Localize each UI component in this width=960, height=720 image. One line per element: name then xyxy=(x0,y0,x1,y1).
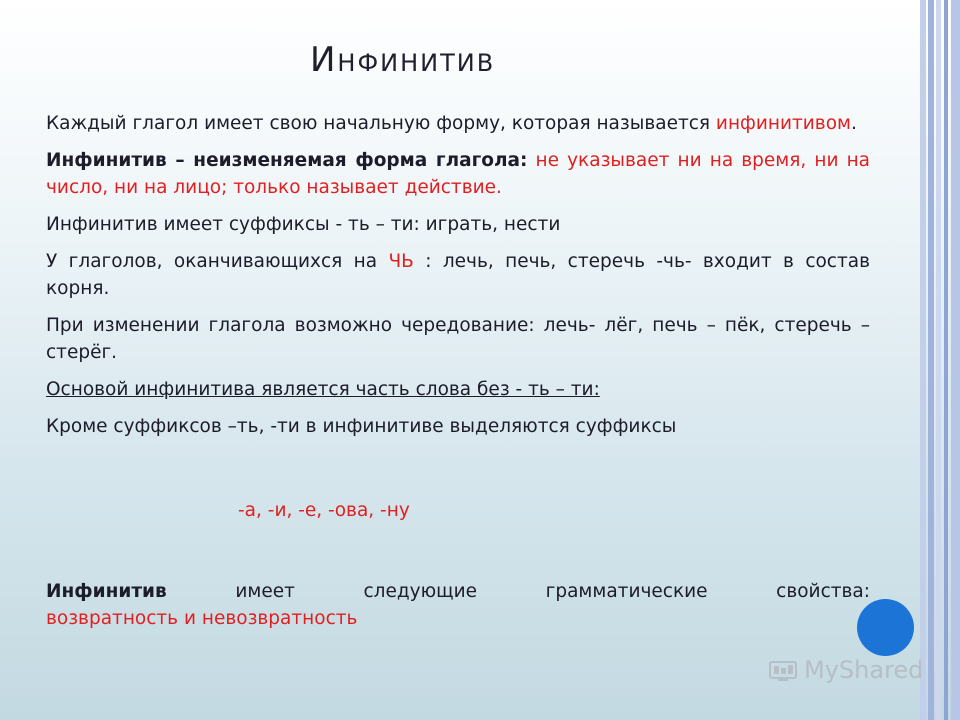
p1-text: Каждый глагол имеет свою начальную форму, которая называется xyxy=(46,113,711,134)
stripe xyxy=(944,0,948,720)
last-rest: имеет следующие грамматические свойства: xyxy=(166,581,870,602)
p4-text-b: : лечь, печь, стеречь -чь- входит в состав корня. xyxy=(46,251,870,299)
stripe xyxy=(936,0,941,720)
p1-period: . xyxy=(850,113,857,134)
last-bold: Инфинитив xyxy=(46,581,167,602)
p2-bold: Инфинитив – неизменяемая форма глагола: xyxy=(46,150,528,171)
p4-red: ЧЬ xyxy=(388,251,414,272)
p2-red: не указывает ни на время, ни на число, ни на лицо; только называет действие. xyxy=(46,150,870,198)
logo-text: MyShared xyxy=(804,656,924,684)
stripe xyxy=(951,0,960,720)
stripe xyxy=(920,0,926,720)
slide-content xyxy=(46,110,870,450)
last-red: возвратность и невозвратность xyxy=(46,608,358,629)
paragraph-6: Основой инфинитива является часть слова без - ть – ти: xyxy=(46,379,600,400)
paragraph-7: Кроме суффиксов –ть, -ти в инфинитиве выделяются суффиксы xyxy=(46,416,677,437)
last-line-1 xyxy=(46,578,870,605)
paragraph-1 xyxy=(46,110,870,137)
suffixes-line: -а, -и, -е, -ова, -ну xyxy=(238,500,410,521)
paragraph-4 xyxy=(46,248,870,302)
myshared-logo xyxy=(768,656,923,684)
paragraph-2 xyxy=(46,147,870,201)
p4-text-a: У глаголов, оканчивающихся на xyxy=(46,251,389,272)
p1-highlight: инфинитивом xyxy=(715,113,851,134)
decorative-circle xyxy=(857,599,914,656)
stripe xyxy=(928,0,934,720)
decorative-right-bars xyxy=(920,0,960,720)
myshared-logo-icon xyxy=(768,659,798,683)
slide-title: Инфинитив xyxy=(310,40,496,80)
paragraph-last xyxy=(46,578,870,632)
paragraph-5: При изменении глагола возможно чередование: лечь- лёг, печь – пёк, стеречь – стерёг. xyxy=(46,315,870,363)
paragraph-3: Инфинитив имеет суффиксы - ть – ти: играть, нести xyxy=(46,214,561,235)
